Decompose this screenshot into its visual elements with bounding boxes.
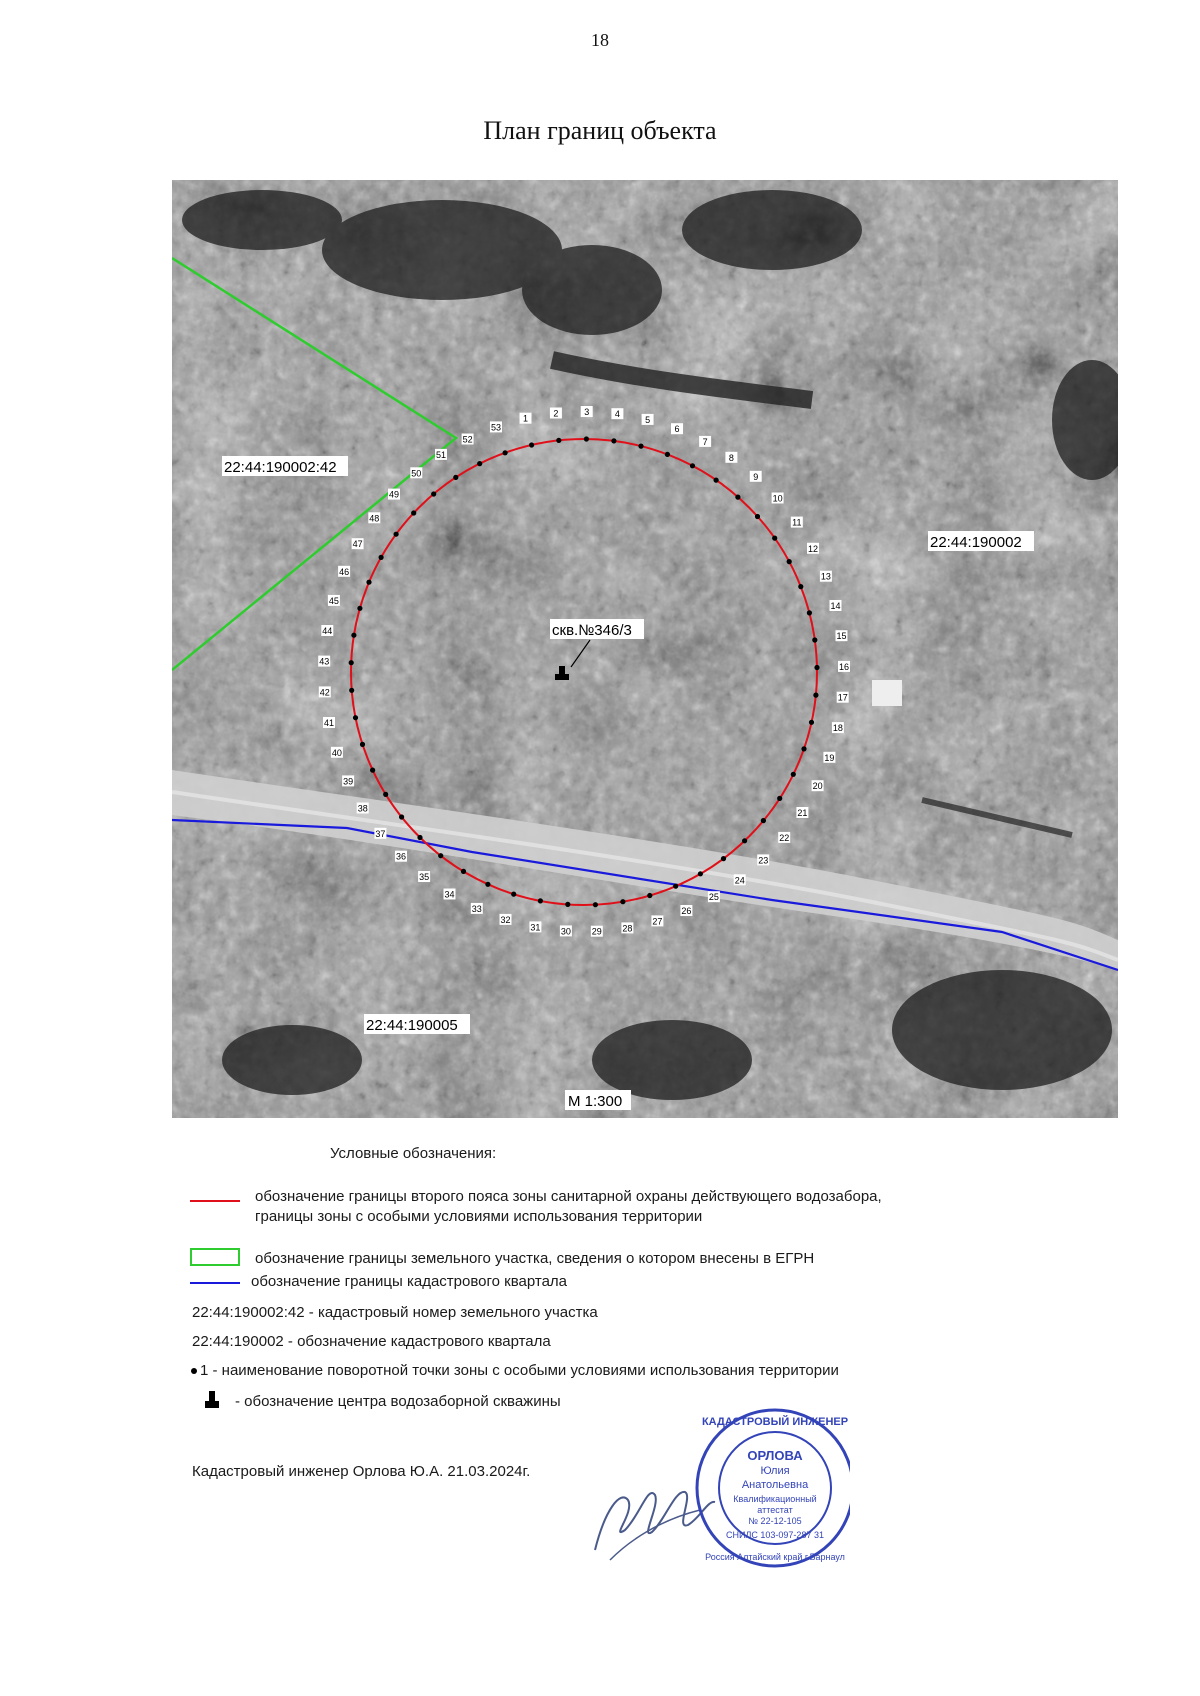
svg-text:Россия Алтайский край г.Барнау: Россия Алтайский край г.Барнаул [705, 1552, 845, 1562]
turning-point-label: 18 [832, 723, 843, 734]
turning-point [477, 461, 482, 466]
turning-point [370, 768, 375, 773]
parcel-label: 22:44:190002:42 [224, 459, 337, 476]
turning-point-label: 32 [500, 914, 511, 925]
turning-point [394, 532, 399, 537]
turning-point [638, 444, 643, 449]
turning-point-label: 20 [812, 781, 823, 792]
turning-point [511, 892, 516, 897]
quarter-label: 22:44:190002 [930, 534, 1022, 551]
turning-point-label: 29 [591, 926, 602, 937]
turning-point [777, 796, 782, 801]
turning-point-label: 8 [728, 452, 734, 463]
legend-well-icon [204, 1391, 220, 1409]
turning-point-label: 21 [797, 808, 808, 818]
turning-point-label: 25 [708, 892, 719, 903]
turning-point [556, 438, 561, 443]
turning-point-label: 45 [328, 595, 339, 606]
legend-well-text: - обозначение центра водозаборной скважины [235, 1393, 561, 1410]
svg-text:Квалификационный: Квалификационный [733, 1494, 817, 1504]
turning-point-label: 13 [820, 571, 831, 582]
turning-point [742, 838, 747, 843]
legend-title: Условные обозначения: [330, 1145, 497, 1162]
turning-point-label: 41 [323, 718, 335, 728]
turning-point [584, 436, 589, 441]
signature-and-stamp [590, 1400, 850, 1580]
turning-point-label: 42 [319, 687, 330, 698]
turning-point [438, 853, 443, 858]
turning-point [813, 693, 818, 698]
turning-point-label: 12 [807, 543, 819, 554]
turning-point [791, 772, 796, 777]
turning-point-label: 51 [435, 449, 447, 460]
turning-point [379, 555, 384, 560]
turning-point-label: 23 [758, 855, 769, 866]
legend-quarter-number-text: 22:44:190002 - обозначение кадастрового квартала [192, 1333, 551, 1350]
turning-point-label: 24 [734, 875, 745, 886]
turning-point [431, 491, 436, 496]
legend-red-line-symbol [190, 1198, 240, 1204]
turning-point [714, 478, 719, 483]
turning-point [735, 495, 740, 500]
turning-point-label: 30 [560, 926, 571, 937]
turning-point-label: 44 [322, 626, 333, 636]
turning-point-label: 10 [772, 493, 783, 504]
white-structure [872, 680, 902, 706]
turning-point-label: 39 [343, 776, 354, 787]
turning-point [807, 610, 812, 615]
turning-point-label: 15 [836, 631, 847, 642]
turning-point [529, 442, 534, 447]
legend-point-symbol [190, 1367, 198, 1375]
svg-text:КАДАСТРОВЫЙ ИНЖЕНЕР: КАДАСТРОВЫЙ ИНЖЕНЕР [701, 1416, 849, 1428]
svg-text:№ 22-12-105: № 22-12-105 [748, 1516, 802, 1526]
turning-point [814, 665, 819, 670]
turning-point-label: 11 [792, 517, 802, 528]
turning-point [357, 606, 362, 611]
turning-point-label: 52 [462, 434, 473, 445]
turning-point-label: 4 [614, 409, 620, 420]
turning-point-label: 6 [674, 424, 680, 435]
turning-point-label: 37 [375, 828, 386, 839]
turning-point [351, 633, 356, 638]
legend-parcel-number-text: 22:44:190002:42 - кадастровый номер земельного участка [192, 1304, 598, 1321]
turning-point [503, 450, 508, 455]
turning-point-label: 19 [824, 752, 835, 763]
turning-point [801, 746, 806, 751]
turning-point [593, 902, 598, 907]
turning-point-label: 14 [830, 601, 841, 611]
svg-text:СНИЛС 103-097-287 31: СНИЛС 103-097-287 31 [726, 1530, 824, 1540]
turning-point [538, 898, 543, 903]
legend-blue-line-text: обозначение границы кадастрового квартала [251, 1273, 568, 1290]
svg-text:ОРЛОВА: ОРЛОВА [747, 1448, 803, 1463]
turning-point-label: 40 [331, 747, 342, 758]
turning-point [360, 742, 365, 747]
turning-point-label: 36 [395, 851, 407, 862]
legend-point-text: 1 - наименование поворотной точки зоны с особыми условиями использования территории [200, 1362, 839, 1379]
turning-point-label: 43 [319, 656, 330, 667]
legend-red-line-text-2: границы зоны с особыми условиями использования территории [255, 1208, 703, 1225]
turning-point-label: 48 [369, 513, 380, 524]
turning-point [461, 869, 466, 874]
turning-point-label: 50 [411, 468, 422, 479]
turning-point [665, 452, 670, 457]
page-title: План границ объекта [483, 116, 717, 145]
turning-point-label: 35 [419, 872, 430, 882]
turning-point [611, 438, 616, 443]
turning-point [721, 856, 726, 861]
svg-text:Юлия: Юлия [760, 1465, 790, 1477]
turning-point [485, 882, 490, 887]
turning-point-label: 16 [838, 661, 850, 672]
official-stamp [697, 1410, 850, 1566]
turning-point-label: 3 [584, 407, 590, 417]
page-number: 18 [591, 30, 609, 50]
turning-point [565, 902, 570, 907]
quarter-label-south: 22:44:190005 [366, 1017, 458, 1034]
legend-green-box-symbol [190, 1248, 240, 1268]
well-label: скв.№346/3 [552, 622, 632, 639]
turning-point-label: 46 [339, 566, 350, 577]
turning-point [772, 536, 777, 541]
turning-point-label: 27 [652, 916, 663, 927]
turning-point [417, 835, 422, 840]
turning-point [673, 884, 678, 889]
turning-point [787, 559, 792, 564]
turning-point-label: 33 [471, 903, 482, 914]
legend-green-box-text: обозначение границы земельного участка, сведения о котором внесены в ЕГРН [255, 1250, 815, 1267]
turning-point-label: 31 [530, 922, 541, 933]
turning-point [761, 818, 766, 823]
turning-point [647, 893, 652, 898]
turning-point [690, 463, 695, 468]
turning-point [798, 584, 803, 589]
turning-point [366, 580, 371, 585]
aerial-map [172, 180, 1118, 1118]
turning-point [399, 814, 404, 819]
turning-point-label: 28 [622, 923, 633, 934]
legend-blue-line-symbol [190, 1280, 240, 1286]
turning-point-label: 7 [702, 436, 708, 447]
turning-point-label: 2 [553, 408, 559, 419]
turning-point [383, 792, 388, 797]
signature-line: Кадастровый инженер Орлова Ю.А. 21.03.2024г. [192, 1463, 531, 1480]
turning-point-label: 26 [681, 906, 692, 916]
turning-point [349, 688, 354, 693]
turning-point [755, 514, 760, 519]
turning-point [812, 637, 817, 642]
turning-point [349, 660, 354, 665]
svg-text:аттестат: аттестат [757, 1505, 793, 1515]
turning-point [698, 871, 703, 876]
scale-label: М 1:300 [568, 1093, 623, 1110]
turning-point [453, 475, 458, 480]
svg-text:Анатольевна: Анатольевна [741, 1479, 809, 1491]
turning-point-label: 47 [352, 539, 363, 550]
turning-point-label: 9 [753, 471, 759, 482]
turning-point [620, 899, 625, 904]
turning-point-label: 17 [837, 692, 848, 703]
turning-point-label: 53 [490, 422, 502, 433]
turning-point-label: 34 [444, 889, 455, 900]
turning-point-label: 5 [645, 414, 651, 425]
turning-point-label: 49 [388, 489, 400, 500]
turning-point-label: 1 [522, 413, 529, 424]
turning-point [353, 715, 358, 720]
turning-point-label: 22 [779, 832, 790, 843]
turning-point [411, 510, 416, 515]
legend-red-line-text-1: обозначение границы второго пояса зоны санитарной охраны действующего водозабора, [255, 1188, 882, 1205]
turning-point [809, 720, 814, 725]
turning-point-label: 38 [357, 803, 368, 814]
